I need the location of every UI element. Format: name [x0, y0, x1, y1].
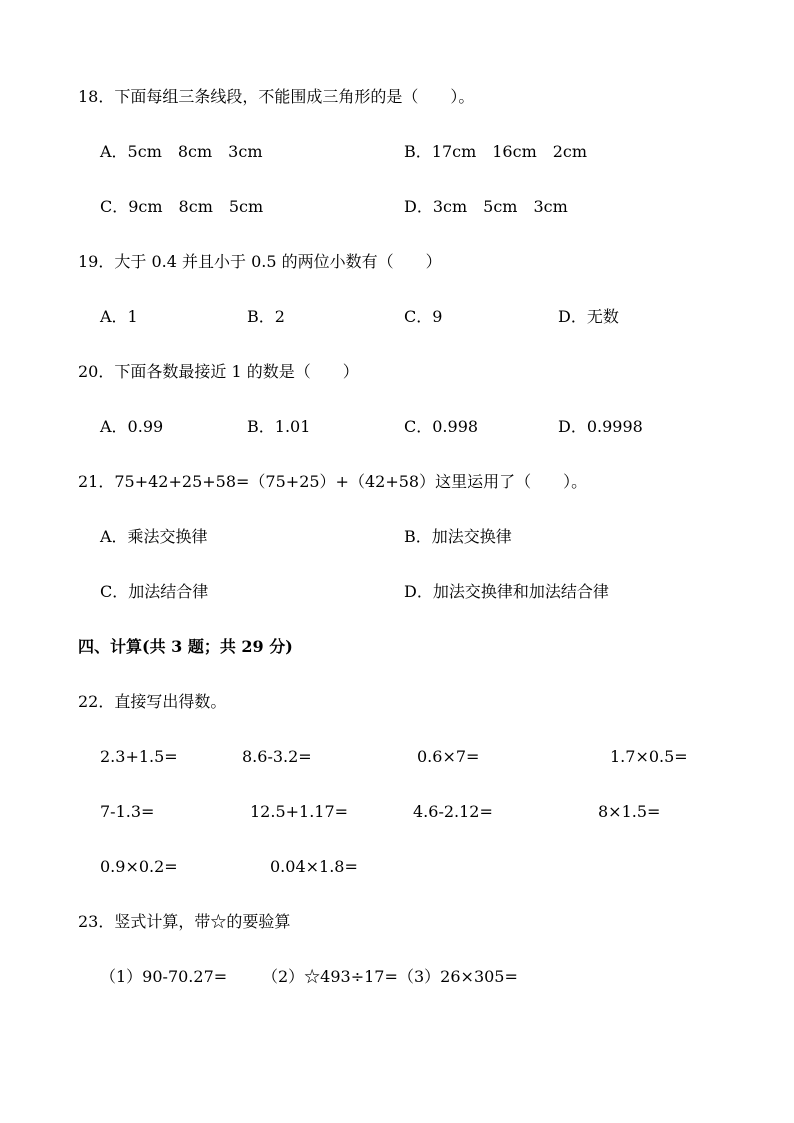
- question-18-option-c: C．9cm 8cm 5cm: [100, 197, 264, 216]
- q22-expression: 0.9×0.2=: [100, 857, 178, 876]
- question-22-stem: 22．直接写出得数。: [78, 692, 227, 711]
- question-18-stem: 18．下面每组三条线段，不能围成三角形的是（ ）。: [78, 87, 475, 106]
- question-21-option-c: C．加法结合律: [100, 582, 209, 601]
- question-19-stem: 19．大于 0.4 并且小于 0.5 的两位小数有（ ）: [78, 252, 442, 271]
- q23-item-3: （3）26×305=: [398, 967, 518, 986]
- question-20-option-b: B．1.01: [247, 417, 311, 436]
- question-20-stem: 20．下面各数最接近 1 的数是（ ）: [78, 362, 359, 381]
- question-21-option-a: A．乘法交换律: [100, 527, 208, 546]
- q22-expression: 1.7×0.5=: [610, 747, 688, 766]
- question-18-option-d: D．3cm 5cm 3cm: [404, 197, 568, 216]
- section-4-heading: 四、计算(共 3 题；共 29 分): [78, 637, 293, 656]
- q23-item-1: （1）90-70.27=: [100, 967, 228, 986]
- q22-expression: 2.3+1.5=: [100, 747, 178, 766]
- q22-expression: 12.5+1.17=: [250, 802, 349, 821]
- question-19-option-a: A．1: [100, 307, 138, 326]
- q22-expression: 7-1.3=: [100, 802, 155, 821]
- question-20-option-a: A．0.99: [100, 417, 164, 436]
- question-23-stem: 23．竖式计算，带☆的要验算: [78, 912, 291, 931]
- q22-expression: 0.04×1.8=: [270, 857, 358, 876]
- q22-expression: 0.6×7=: [417, 747, 480, 766]
- q22-expression: 8.6-3.2=: [242, 747, 312, 766]
- question-20-option-d: D．0.9998: [558, 417, 643, 436]
- q23-item-2: （2）☆493÷17=: [262, 967, 398, 986]
- question-21-stem: 21．75+42+25+58=（75+25）+（42+58）这里运用了（ ）。: [78, 472, 588, 491]
- question-19-option-b: B．2: [247, 307, 285, 326]
- q22-expression: 8×1.5=: [598, 802, 661, 821]
- question-20-option-c: C．0.998: [404, 417, 479, 436]
- question-18-option-a: A．5cm 8cm 3cm: [100, 142, 263, 161]
- question-19-option-c: C．9: [404, 307, 443, 326]
- question-18-option-b: B．17cm 16cm 2cm: [404, 142, 588, 161]
- question-21-option-d: D．加法交换律和加法结合律: [404, 582, 609, 601]
- question-19-option-d: D．无数: [558, 307, 619, 326]
- question-21-option-b: B．加法交换律: [404, 527, 512, 546]
- q22-expression: 4.6-2.12=: [413, 802, 493, 821]
